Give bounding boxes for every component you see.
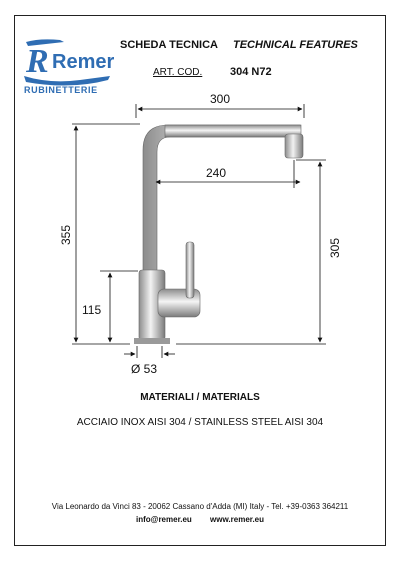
brand-subtitle: RUBINETTERIE bbox=[24, 85, 98, 95]
dim-width-total: 300 bbox=[210, 92, 231, 106]
company-address: Via Leonardo da Vinci 83 - 20062 Cassano d'Adda (MI) Italy - Tel. +39-0363 364211 bbox=[51, 502, 349, 511]
email-link[interactable]: info@remer.eu bbox=[135, 515, 192, 524]
art-code-label: ART. COD. bbox=[153, 67, 203, 78]
title-italian: SCHEDA TECNICA bbox=[120, 39, 218, 51]
svg-text:R: R bbox=[26, 43, 49, 80]
dim-spout-height: 305 bbox=[328, 237, 342, 258]
contact-line bbox=[0, 515, 400, 524]
materials-text: ACCIAIO INOX AISI 304 / STAINLESS STEEL AISI 304 bbox=[76, 417, 324, 428]
materials-title: MATERIALI / MATERIALS bbox=[140, 392, 260, 403]
brand-name: Remer bbox=[52, 51, 115, 73]
faucet-body bbox=[134, 125, 303, 344]
dim-spout-reach: 240 bbox=[206, 166, 227, 180]
dim-body-height: 115 bbox=[82, 303, 102, 317]
website-link[interactable]: www.remer.eu bbox=[210, 515, 264, 524]
title-english: TECHNICAL FEATURES bbox=[233, 39, 358, 51]
dim-height-total: 355 bbox=[59, 224, 73, 245]
art-code-value: 304 N72 bbox=[230, 66, 272, 78]
dim-diameter: Ø 53 bbox=[131, 362, 158, 376]
